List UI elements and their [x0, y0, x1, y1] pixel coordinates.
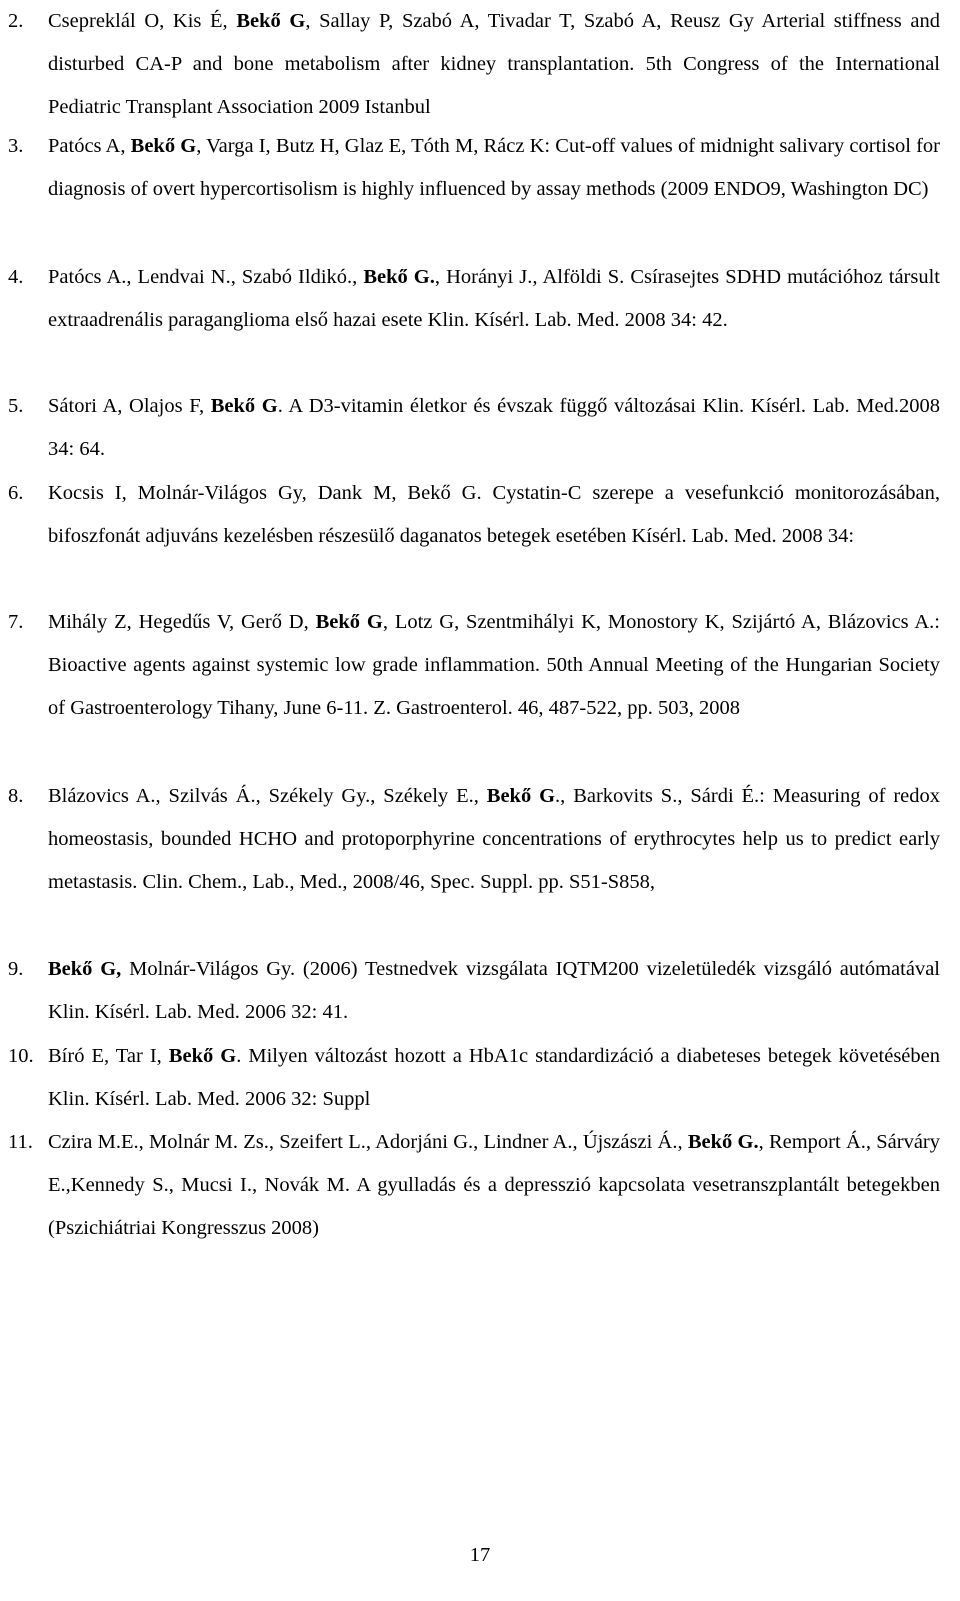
reference-text [48, 775, 940, 905]
page-number: 17 [469, 1544, 491, 1566]
reference-number: 9. [8, 958, 24, 980]
reference-text-run: Blázovics A., Szilvás Á., Székely Gy., Székely E., [48, 785, 487, 807]
reference-text [48, 601, 940, 731]
reference-text-run: Mihály Z, Hegedűs V, Gerő D, [48, 611, 316, 633]
reference-text [48, 472, 940, 558]
reference-author-highlight: Bekő G [130, 135, 197, 157]
reference-text-run: . Milyen változást hozott a HbA1c standardizáció a diabeteses betegek követésében Klin. Kísérl. Lab. Med. 2006 32: Suppl [48, 1045, 940, 1111]
reference-author-highlight: Bekő G, [48, 958, 122, 980]
reference-number: 5. [8, 395, 24, 417]
reference-author-highlight: Bekő G [236, 10, 306, 32]
reference-text-run: Patócs A, [48, 135, 131, 157]
reference-number: 4. [8, 266, 24, 288]
reference-text [48, 948, 940, 1034]
reference-text-run: Sátori A, Olajos F, [48, 395, 211, 417]
reference-text-run: Bíró E, Tar I, [48, 1045, 169, 1067]
reference-text-run: Molnár-Világos Gy. (2006) Testnedvek vizsgálata IQTM200 vizeletüledék vizsgáló autómatával Klin. Kísérl. Lab. Med. 2006 32: 41. [48, 958, 940, 1024]
reference-text-run: Czira M.E., Molnár M. Zs., Szeifert L., Adorjáni G., Lindner A., Újszászi Á., [48, 1131, 688, 1153]
reference-text-run: , Lotz G, Szentmihályi K, Monostory K, Szijártó A, Blázovics A.: Bioactive agents against systemic low grade inflammation. 50th Annual Meeting of the Hungarian Society of Gastroenterology Tihany, June 6-11. Z. Gastroenterol. 46, 487-522, pp. 503, 2008 [48, 611, 941, 720]
reference-text-run: Csepreklál O, Kis É, [48, 10, 237, 32]
reference-number: 11. [8, 1131, 33, 1153]
reference-text-run: ., Barkovits S., Sárdi É.: Measuring of redox homeostasis, bounded HCHO and protoporphyrine concentrations of erythrocytes help us to predict early metastasis. Clin. Chem., Lab., Med., 2008/46, Spec. Suppl. pp. S51-S858, [48, 785, 940, 894]
reference-text [48, 1121, 940, 1251]
reference-text [48, 256, 940, 342]
reference-author-highlight: Bekő G [486, 785, 556, 807]
reference-number: 6. [8, 482, 24, 504]
reference-text-run: , Varga I, Butz H, Glaz E, Tóth M, Rácz K: Cut-off values of midnight salivary cortisol for diagnosis of overt hypercortisolism is highly influenced by assay methods (2009 ENDO9, Washington DC) [48, 135, 940, 201]
reference-author-highlight: Bekő G [315, 611, 383, 633]
reference-author-highlight: Bekő G. [687, 1131, 759, 1153]
reference-text-run: Patócs A., Lendvai N., Szabó Ildikó., [48, 266, 364, 288]
reference-text [48, 0, 940, 130]
reference-text [48, 1035, 940, 1121]
reference-number: 3. [8, 135, 24, 157]
reference-number: 2. [8, 10, 24, 32]
reference-author-highlight: Bekő G. [363, 266, 435, 288]
reference-author-highlight: Bekő G [168, 1045, 237, 1067]
reference-text-run: , Horányi J., Alföldi S. Csírasejtes SDHD mutációhoz társult extraadrenális paraganglioma első hazai esete Klin. Kísérl. Lab. Med. 2008 34: 42. [48, 266, 940, 332]
reference-number: 7. [8, 611, 24, 633]
reference-text-run: . A D3-vitamin életkor és évszak függő változásai Klin. Kísérl. Lab. Med.2008 34: 64. [48, 395, 940, 461]
reference-number: 10. [8, 1045, 34, 1067]
reference-text [48, 385, 940, 471]
reference-text-run: , Remport Á., Sárváry E.,Kennedy S., Mucsi I., Novák M. A gyulladás és a depresszió kapcsolata vesetranszplantált betegekben (Pszichiátriai Kongresszus 2008) [48, 1131, 940, 1240]
reference-text [48, 125, 940, 211]
reference-text-run: Kocsis I, Molnár-Világos Gy, Dank M, Bekő G. Cystatin-C szerepe a vesefunkció monitorozásában, bifoszfonát adjuváns kezelésben részesülő daganatos betegek esetében Kísérl. Lab. Med. 2008 34: [48, 482, 940, 548]
reference-number: 8. [8, 785, 24, 807]
reference-text-run: , Sallay P, Szabó A, Tivadar T, Szabó A, Reusz Gy Arterial stiffness and disturbed CA-P and bone metabolism after kidney transplantation. 5th Congress of the International Pediatric Transplant Association 2009 Istanbul [48, 10, 941, 119]
reference-author-highlight: Bekő G [210, 395, 278, 417]
